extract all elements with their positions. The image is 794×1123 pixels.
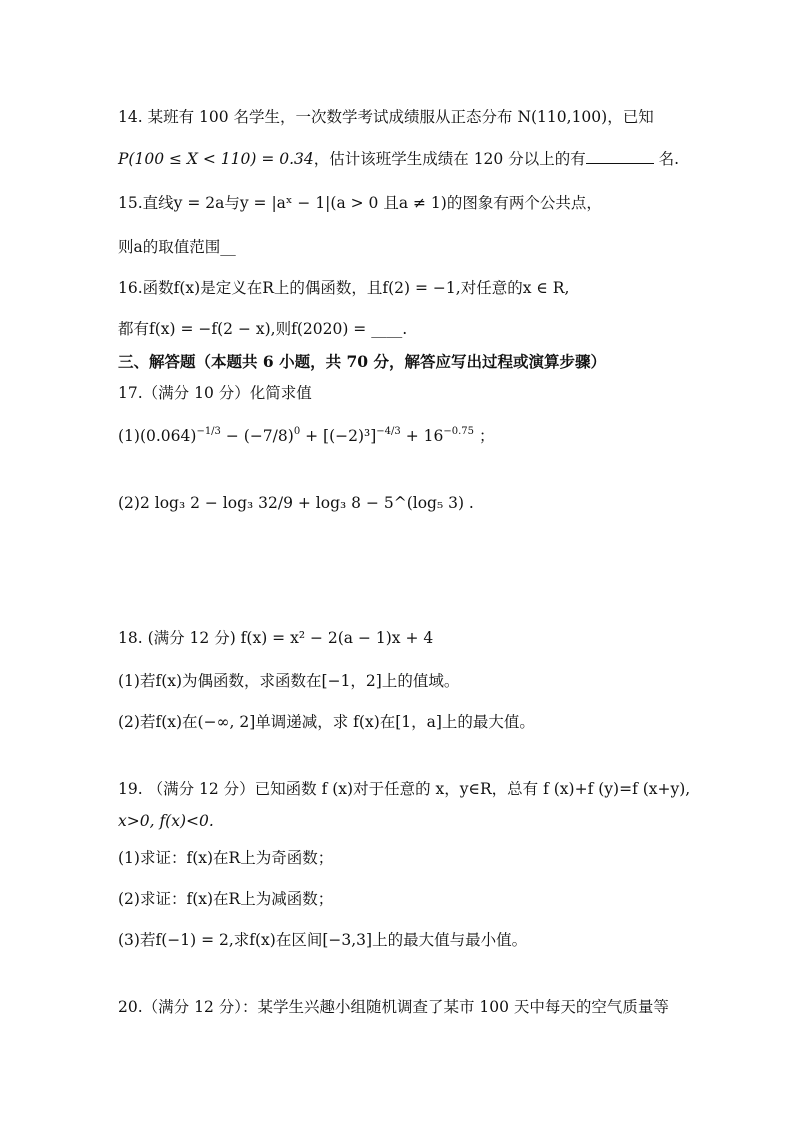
q18-part-2: (2)若f(x)在(−∞, 2]单调递减，求 f(x)在[1，a]上的最大值。 [118,713,535,731]
q16-line-1: 16.函数f(x)是定义在R上的偶函数，且f(2) = −1,对任意的x ∈ R, [118,279,570,297]
q19-title: 19. （满分 12 分）已知函数 f (x)对于任意的 x，y∈R，总有 f (x)+f (y)=f (x+y), [118,780,691,798]
q15-line-1: 15.直线y = 2a与y = |aˣ − 1|(a > 0 且a ≠ 1)的图象有两个公共点， [118,194,602,212]
q18-title: 18. (满分 12 分) f(x) = x² − 2(a − 1)x + 4 [118,629,434,647]
q17-part-2: (2)2 log₃ 2 − log₃ 32/9 + log₃ 8 − 5^(log₅ 3) . [118,494,474,512]
q19-part-3: (3)若f(−1) = 2,求f(x)在区间[−3,3]上的最大值与最小值。 [118,931,528,949]
q19-condition: x>0, f(x)<0. [118,812,214,830]
q14-line-2: P(100 ≤ X < 110) = 0.34，估计该班学生成绩在 120 分以上的有 名. [118,150,680,168]
q17-title: 17.（满分 10 分）化简求值 [118,384,312,402]
q14-line-1: 14. 某班有 100 名学生，一次数学考试成绩服从正态分布 N(110,100)，已知 [118,108,654,126]
q19-part-1: (1)求证：f(x)在R上为奇函数； [118,849,334,867]
q14-probability-expression: P(100 ≤ X < 110) = 0.34 [118,150,314,168]
q20-title: 20.（满分 12 分）：某学生兴趣小组随机调查了某市 100 天中每天的空气质量等 [118,998,669,1016]
q19-part-2: (2)求证：f(x)在R上为减函数； [118,890,334,908]
q14-answer-blank [586,149,654,164]
q15-line-2: 则a的取值范围__ [118,238,236,256]
q18-part-1: (1)若f(x)为偶函数，求函数在[−1，2]上的值域。 [118,672,460,690]
section-3-heading: 三、解答题（本题共 6 小题，共 70 分，解答应写出过程或演算步骤） [118,352,606,371]
q16-line-2: 都有f(x) = −f(2 − x),则f(2020) = ____. [118,320,408,338]
q17-part-1: $(1)(0.064)^{-1/3} - (-7/8)^0 + [(-2)^3]^{-4/3} + 16^{-0.75}$ ； [118,426,495,445]
